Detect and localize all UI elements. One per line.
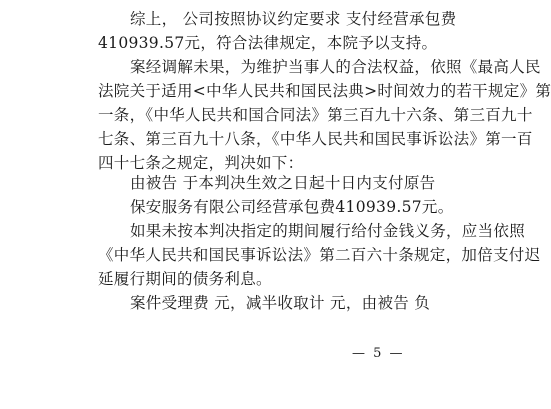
text-line: 《中华人民共和国民事诉讼法》第二百六十条规定，加倍支付迟 — [98, 246, 541, 264]
text-line: 如果未按本判决指定的期间履行给付金钱义务，应当依照 — [130, 222, 526, 240]
text-line: 由被告 于本判决生效之日起十日内支付原告 — [130, 174, 436, 192]
page-number: — 5 — — [352, 346, 405, 361]
text-line: 案经调解未果，为维护当事人的合法权益，依照《最高人民 — [130, 58, 541, 76]
text-line: 延履行期间的债务利息。 — [98, 270, 272, 288]
text-line: 一条，《中华人民共和国合同法》第三百九十六条、第三百九十 — [98, 106, 533, 124]
text-line: 保安服务有限公司经营承包费410939.57元。 — [130, 198, 454, 216]
text-line: 七条、第三百九十八条，《中华人民共和国民事诉讼法》第一百 — [98, 130, 533, 148]
text-line: 410939.57元，符合法律规定，本院予以支持。 — [98, 34, 438, 52]
text-line: 案件受理费 元，减半收取计 元，由被告 负 — [130, 294, 431, 312]
text-line: 四十七条之规定，判决如下： — [98, 154, 304, 172]
text-line: 综上， 公司按照协议约定要求 支付经营承包费 — [130, 10, 457, 28]
text-line: 法院关于适用<中华人民共和国民法典>时间效力的若干规定》第 — [98, 82, 551, 100]
